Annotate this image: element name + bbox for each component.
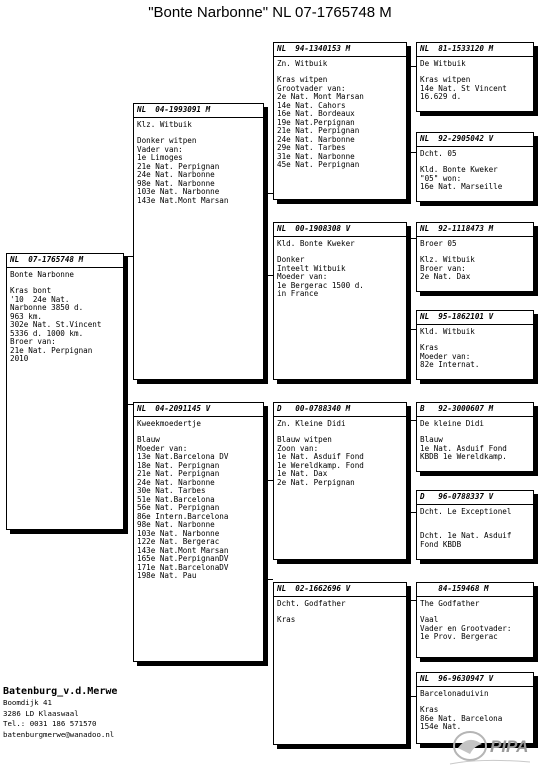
owner-email: batenburgmerwe@wanadoo.nl (3, 729, 115, 739)
card-line: 16.629 d. (420, 92, 462, 101)
card-line: in France (277, 289, 319, 298)
pedigree-card-subject (6, 253, 124, 530)
pedigree-card-dam-dam (273, 582, 407, 745)
bird-name: Kweekmoedertje (137, 418, 202, 428)
owner-block (3, 686, 117, 740)
card-divider (7, 267, 123, 268)
card-divider (134, 117, 263, 118)
pipa-watermark-icon (440, 724, 536, 772)
bird-name: Dcht. Godfather (277, 598, 346, 608)
connector (264, 480, 273, 481)
ring-number: 84-159468 M (420, 584, 489, 593)
card-line: Blauw (420, 435, 443, 444)
connector (407, 152, 416, 153)
connector (407, 696, 416, 697)
card-divider (417, 416, 533, 417)
connector (407, 66, 408, 153)
ring-number: NL 00-1908308 V (277, 224, 351, 233)
card-line: 2e Nat. Perpignan (277, 477, 355, 487)
card-divider (274, 56, 406, 57)
card-line: 98e Nat. Narbonne (137, 178, 215, 188)
card-line: 14e Nat. St Vincent (420, 83, 507, 93)
card-spacer (277, 608, 403, 616)
pedigree-card-dsd (416, 490, 534, 560)
card-line: Moeder van: (277, 272, 328, 281)
card-line: Vader van: (137, 144, 183, 154)
pipa-logo (440, 724, 536, 772)
card-line: Broer van: (420, 263, 466, 273)
ring-number: NL 94-1340153 M (277, 44, 351, 53)
card-line: 13e Nat.Barcelona DV (137, 452, 229, 461)
ring-number: NL 96-9630947 V (420, 674, 494, 683)
card-line: 171e Nat.BarcelonaDV (137, 562, 229, 572)
bird-name: Kld. Witbuik (420, 326, 475, 336)
pedigree-card-sire-dam (273, 222, 407, 380)
pedigree-title: "Bonte Narbonne" NL 07-1765748 M (148, 4, 392, 21)
card-divider (417, 324, 533, 325)
card-line: Moeder van: (137, 443, 188, 453)
card-line: 103e Nat. Narbonne (137, 528, 220, 538)
ring-number: NL 92-1118473 M (420, 224, 494, 233)
connector (407, 420, 408, 513)
connector (407, 66, 416, 67)
bird-name: Barcelonaduivin (420, 688, 489, 698)
connector (264, 275, 273, 276)
card-line: Kras bont (10, 286, 52, 295)
connector (407, 600, 408, 697)
card-line: Vader en Grootvader: (420, 623, 512, 633)
bird-name: De Witbuik (420, 58, 466, 68)
card-line: Narbonne 3850 d. (10, 303, 84, 312)
pedigree-card-dds (416, 582, 534, 658)
card-divider (274, 236, 406, 237)
bird-name: Zn. Kleine Didi (277, 418, 346, 428)
card-line: 29e Nat. Tarbes (277, 143, 346, 152)
card-divider (417, 504, 533, 505)
connector (407, 600, 416, 601)
owner-name: Batenburg_v.d.Merwe (3, 686, 118, 697)
bird-name: De kleine Didi (420, 418, 485, 428)
card-line: 1e Wereldkamp. Fond (277, 460, 364, 470)
card-line: 5336 d. 1000 km. (10, 328, 84, 338)
card-divider (274, 596, 406, 597)
card-line: Vaal (420, 615, 439, 624)
card-line: 21e Nat. Perpignan (277, 126, 360, 135)
bird-name: Broer 05 (420, 238, 457, 248)
ring-number: NL 04-2091145 V (137, 404, 211, 413)
card-divider (134, 416, 263, 417)
card-line: 1e Bergerac 1500 d. (277, 280, 364, 290)
card-line: 21e Nat. Perpignan (137, 469, 220, 478)
connector (407, 238, 408, 330)
card-line: Donker (277, 255, 305, 264)
card-line: 1e Prov. Bergerac (420, 632, 498, 641)
card-line: 122e Nat. Bergerac (137, 537, 220, 546)
card-divider (274, 416, 406, 417)
pedigree-card-dam-sire (273, 402, 407, 560)
card-line: 86e Intern.Barcelona (137, 511, 229, 521)
card-line: Fond KBDB (420, 539, 462, 549)
card-line: Broer van: (10, 337, 56, 346)
connector (264, 193, 265, 276)
bird-name: Kld. Bonte Kweker (277, 238, 355, 248)
ring-number: D 96-0788337 V (420, 492, 494, 501)
ring-number: NL 92-2905042 V (420, 134, 494, 143)
card-line: 963 km. (10, 311, 43, 321)
card-line: 103e Nat. Narbonne (137, 187, 220, 196)
card-line: Kld. Bonte Kweker (420, 165, 498, 174)
card-line: 165e Nat.PerpignanDV (137, 554, 229, 563)
connector (407, 238, 416, 239)
card-line: Moeder van: (420, 351, 471, 361)
card-line: 2e Nat. Dax (420, 272, 471, 281)
card-line: Kras (420, 343, 439, 352)
card-spacer (420, 516, 530, 524)
card-line: Grootvader van: (277, 83, 346, 93)
card-line: 21e Nat. Perpignan (137, 161, 220, 171)
pedigree-card-sds (416, 222, 534, 292)
card-line: 24e Nat. Narbonne (277, 134, 355, 144)
card-line: 154e Nat. (420, 722, 462, 731)
connector (407, 512, 416, 513)
bird-name: Klz. Witbuik (137, 119, 192, 129)
connector (407, 329, 416, 330)
card-line: Blauw witpen (277, 435, 332, 444)
card-line: Dcht. 1e Nat. Asduif (420, 531, 512, 540)
card-line: "05" won: (420, 173, 462, 183)
pedigree-card-sdd (416, 310, 534, 380)
pedigree-card-sire (133, 103, 264, 380)
pipa-logo-text: PIPA (490, 737, 529, 756)
pedigree-card-dam (133, 402, 264, 662)
pedigree-card-ssd (416, 132, 534, 202)
bird-name: The Godfather (420, 598, 480, 608)
card-line: Zoon van: (277, 443, 319, 453)
card-divider (417, 236, 533, 237)
pedigree-card-dss (416, 402, 534, 472)
card-line: Klz. Witbuik (420, 255, 475, 264)
owner-phone: Tel.: 0031 186 571570 (3, 719, 97, 728)
bird-name: Zn. Witbuik (277, 58, 328, 68)
ring-number: B 92-3000607 M (420, 404, 494, 413)
ring-number: NL 02-1662696 V (277, 584, 351, 593)
card-line: 2e Nat. Mont Marsan (277, 92, 364, 101)
card-line: 1e Nat. Dax (277, 469, 328, 478)
owner-city: 3286 LD Klaaswaal (3, 708, 79, 718)
card-line: 24e Nat. Narbonne (137, 477, 215, 487)
card-line: Donker witpen (137, 136, 197, 145)
connector (264, 579, 273, 580)
card-line: Inteelt Witbuik (277, 263, 346, 273)
pedigree-card-sss (416, 42, 534, 112)
card-line: 16e Nat. Bordeaux (277, 109, 355, 118)
card-line: 302e Nat. St.Vincent (10, 320, 102, 329)
card-line: Kras witpen (277, 75, 328, 84)
card-line: 98e Nat. Narbonne (137, 520, 215, 529)
card-line: 143e Nat.Mont Marsan (137, 545, 229, 555)
card-line: 24e Nat. Narbonne (137, 170, 215, 179)
card-line: '10 24e Nat. (10, 294, 70, 304)
ring-number: NL 04-1993091 M (137, 105, 211, 114)
ring-number: NL 95-1862101 V (420, 312, 494, 321)
card-line: 2010 (10, 354, 29, 363)
card-line: 51e Nat.Barcelona (137, 494, 215, 504)
card-line: 1e Nat. Asduif Fond (420, 443, 507, 453)
owner-address: Boomdijk 41 (3, 698, 52, 707)
card-line: 82e Internat. (420, 360, 480, 369)
card-divider (417, 596, 533, 597)
card-line: 18e Nat. Perpignan (137, 460, 220, 470)
connector (264, 193, 273, 194)
card-line: 1e Limoges (137, 153, 183, 162)
ring-number: NL 81-1533120 M (420, 44, 494, 53)
ring-number: NL 07-1765748 M (10, 255, 84, 264)
card-line: 19e Nat.Perpignan (277, 117, 355, 127)
card-line: 56e Nat. Perpignan (137, 503, 220, 512)
card-line: 143e Nat.Mont Marsan (137, 195, 229, 205)
card-line: 86e Nat. Barcelona (420, 713, 503, 723)
card-line: Kras (277, 615, 296, 624)
card-line: KBDB 1e Wereldkamp. (420, 452, 507, 461)
card-line: 21e Nat. Perpignan (10, 345, 93, 355)
bird-name: Dcht. Le Exceptionel (420, 506, 512, 516)
connector (407, 420, 416, 421)
bird-name: Bonte Narbonne (10, 269, 75, 279)
card-line: Kras (420, 705, 439, 714)
card-line: Kras witpen (420, 75, 471, 84)
pedigree-card-sire-sire (273, 42, 407, 200)
card-line: Blauw (137, 435, 160, 444)
bird-name: Dcht. 05 (420, 148, 457, 158)
ring-number: D 00-0788340 M (277, 404, 351, 413)
connector (124, 256, 125, 405)
card-line: 45e Nat. Perpignan (277, 160, 360, 169)
card-line: 1e Nat. Asduif Fond (277, 452, 364, 461)
card-line: 31e Nat. Narbonne (277, 151, 355, 161)
card-line: 30e Nat. Tarbes (137, 486, 206, 495)
connector (124, 256, 133, 257)
card-divider (417, 146, 533, 147)
connector (124, 404, 133, 405)
card-line: 198e Nat. Pau (137, 571, 197, 580)
card-line: 16e Nat. Marseille (420, 182, 503, 191)
connector (264, 480, 265, 580)
card-divider (417, 686, 533, 687)
card-divider (417, 56, 533, 57)
card-line: 14e Nat. Cahors (277, 100, 346, 110)
